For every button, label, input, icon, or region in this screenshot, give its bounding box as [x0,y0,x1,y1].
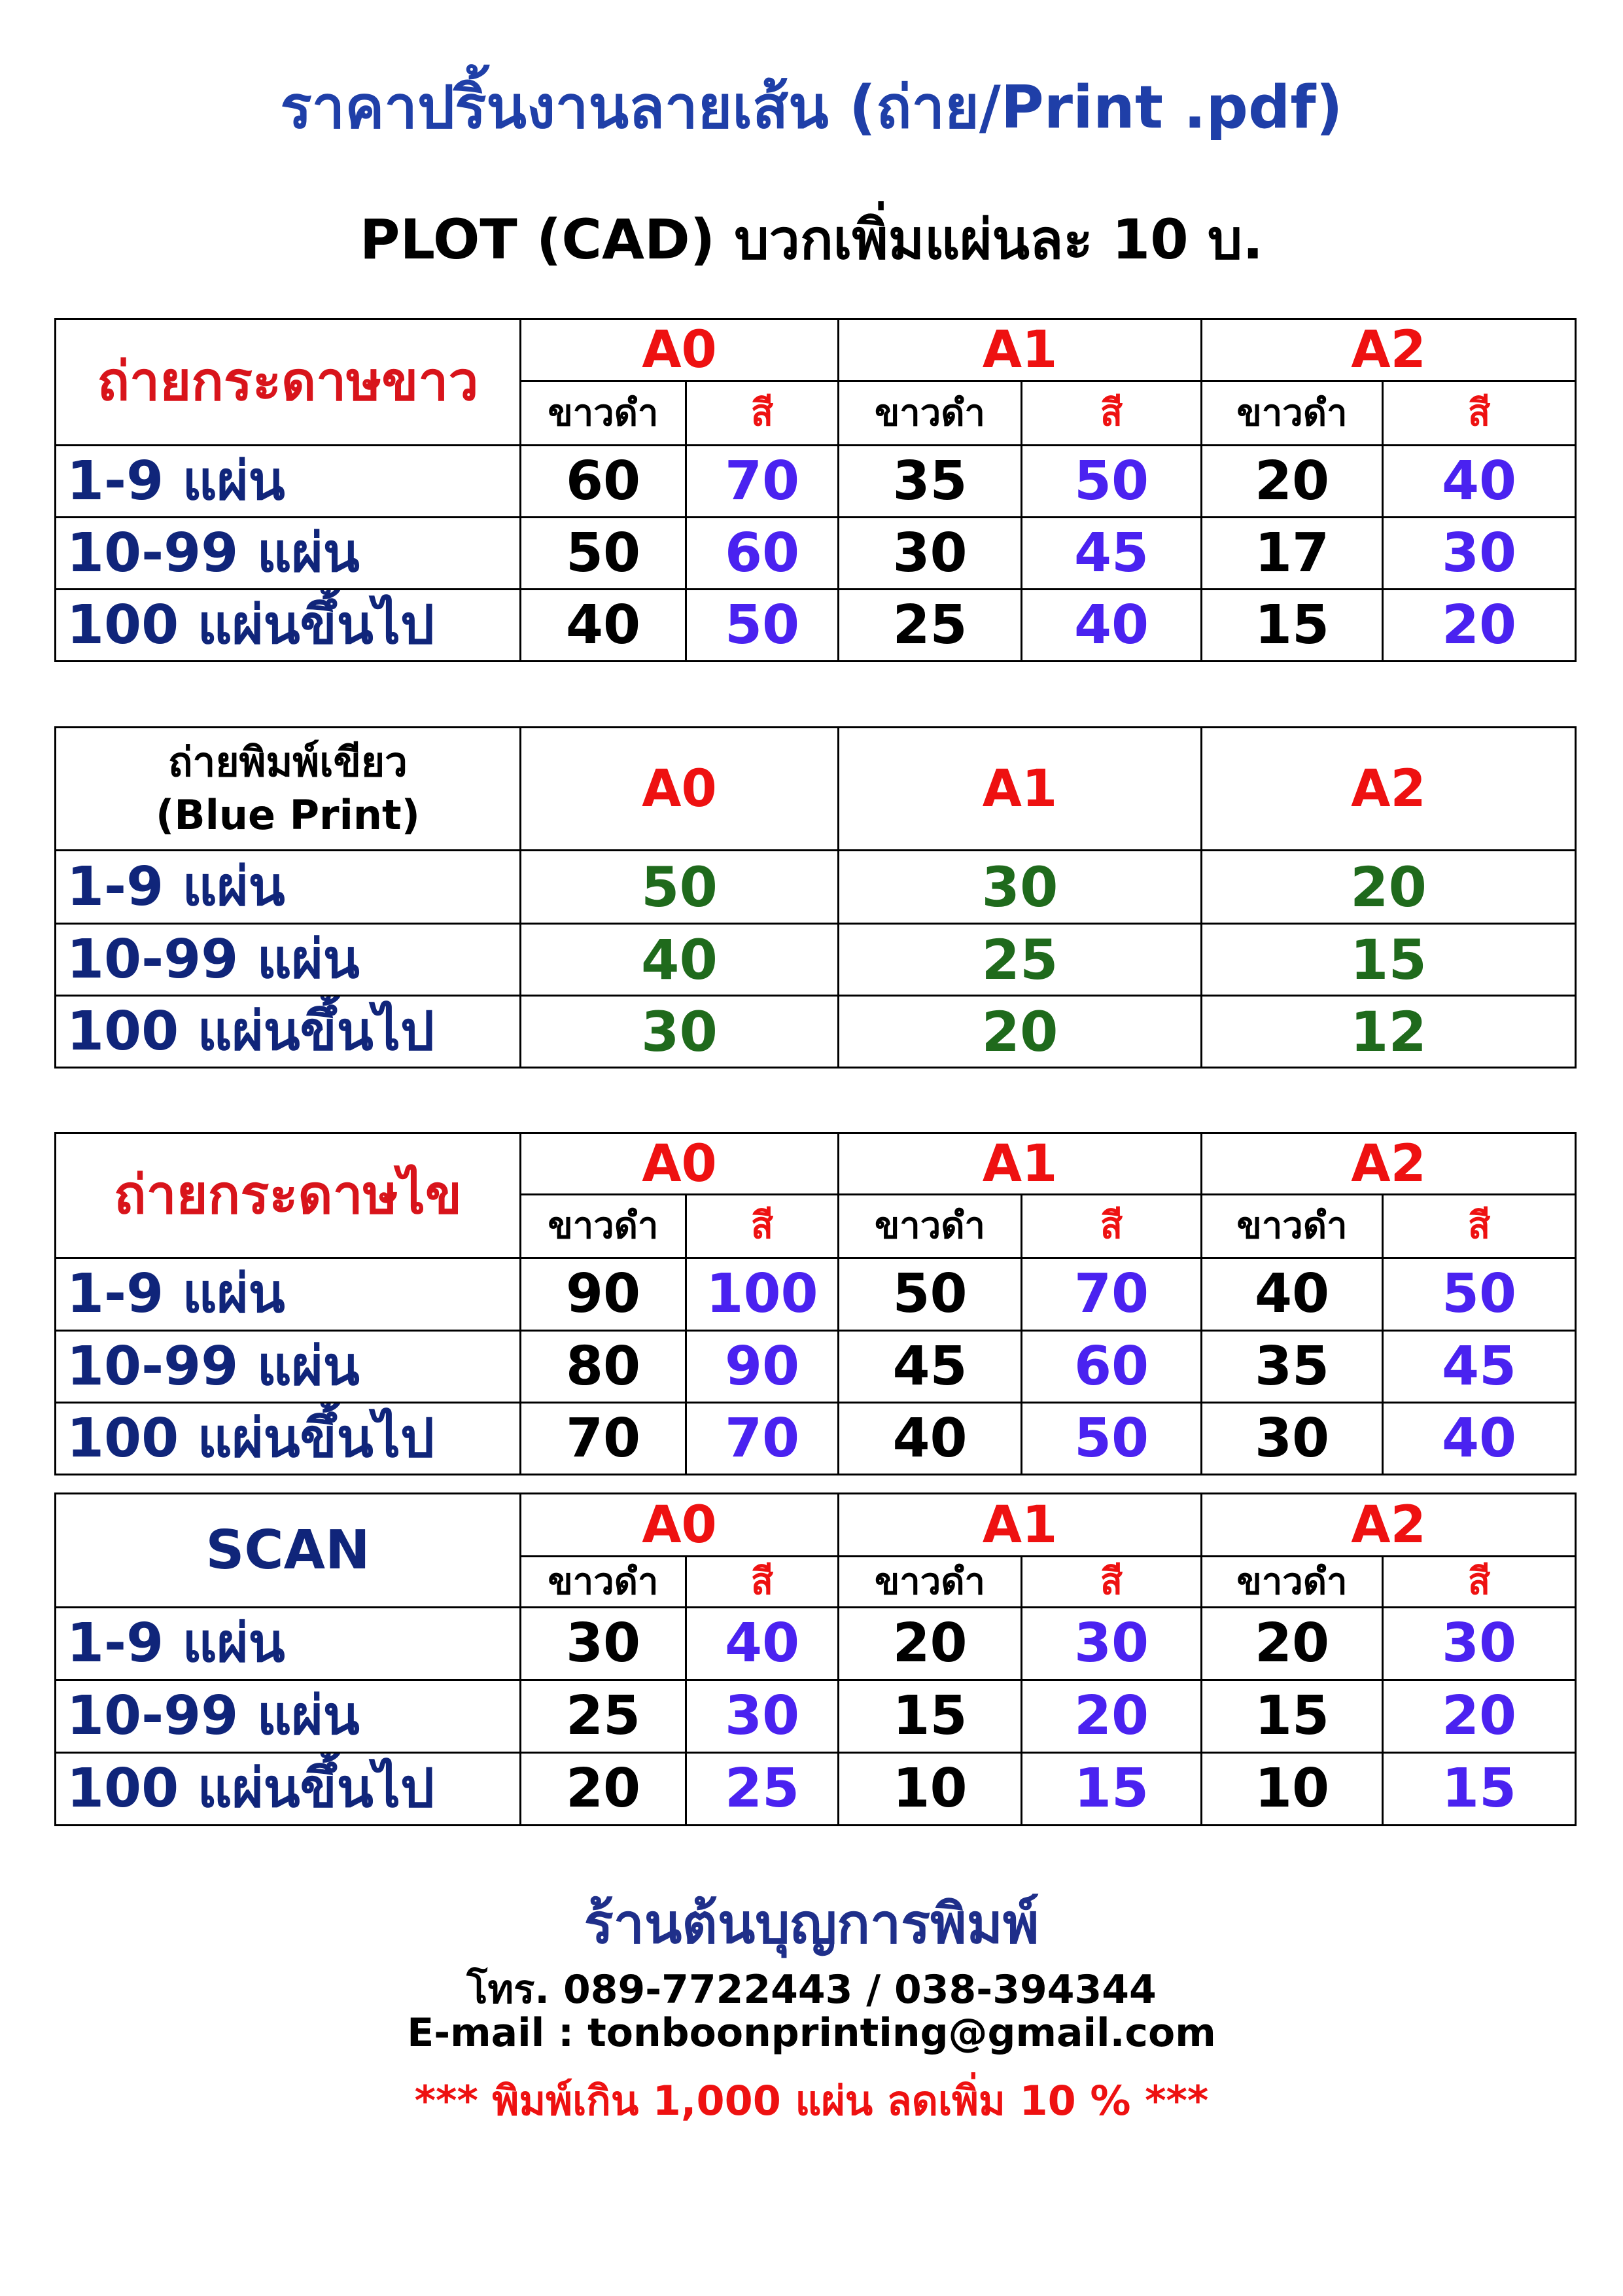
size-header-a1: A1 [839,728,1202,851]
price-cell: 70 [686,1403,839,1475]
blue-print-heading-line1: ถ่ายพิมพ์เขียว [167,737,408,786]
price-cell: 25 [686,1753,839,1826]
color-label: สี [686,1195,839,1258]
bw-label: ขาวดำ [1202,381,1383,446]
price-cell: 40 [1022,590,1202,662]
price-cell: 30 [1022,1608,1202,1680]
row-label-100-plus: 100 แผ่นขึ้นไป [56,1753,521,1826]
color-label: สี [1383,1557,1576,1608]
phone-numbers: โทร. 089-7722443 / 038-394344 [466,1967,1157,2013]
price-cell: 50 [1022,1403,1202,1475]
blue-print-price-table [54,726,1577,1069]
price-cell: 50 [839,1258,1022,1331]
price-cell: 30 [521,1608,686,1680]
price-cell: 40 [839,1403,1022,1475]
price-cell: 15 [1383,1753,1576,1826]
price-cell: 40 [521,590,686,662]
price-cell: 60 [1022,1331,1202,1403]
price-cell: 40 [521,924,839,996]
price-cell: 20 [839,1608,1022,1680]
row-label-10-99: 10-99 แผ่น [56,924,521,996]
price-cell: 12 [1202,996,1576,1068]
row-label-100-plus: 100 แผ่นขึ้นไป [56,996,521,1068]
size-header-a0: A0 [521,1133,839,1195]
white-paper-price-table [54,318,1577,662]
price-cell: 60 [521,446,686,518]
page-title: ราคาปริ้นงานลายเส้น (ถ่าย/Print .pdf) [280,73,1343,142]
size-header-a1: A1 [839,319,1202,381]
price-cell: 50 [521,851,839,924]
row-label-10-99: 10-99 แผ่น [56,518,521,590]
price-cell: 20 [1202,1608,1383,1680]
scan-price-table [54,1492,1577,1826]
bw-label: ขาวดำ [521,1195,686,1258]
price-cell: 20 [1022,1680,1202,1753]
price-cell: 10 [1202,1753,1383,1826]
price-cell: 15 [1202,1680,1383,1753]
shop-name: ร้านต้นบุญการพิมพ์ [584,1892,1039,1956]
row-label-1-9: 1-9 แผ่น [56,1258,521,1331]
price-cell: 20 [1202,851,1576,924]
price-cell: 15 [1022,1753,1202,1826]
price-cell: 70 [1022,1258,1202,1331]
price-cell: 15 [1202,590,1383,662]
color-label: สี [1383,1195,1576,1258]
price-cell: 25 [839,924,1202,996]
row-label-10-99: 10-99 แผ่น [56,1680,521,1753]
row-label-1-9: 1-9 แผ่น [56,446,521,518]
color-label: สี [1022,381,1202,446]
size-header-a2: A2 [1202,1494,1576,1557]
price-cell: 10 [839,1753,1022,1826]
price-cell: 15 [839,1680,1022,1753]
price-cell: 30 [839,851,1202,924]
price-cell: 20 [839,996,1202,1068]
price-cell: 45 [839,1331,1022,1403]
price-cell: 20 [1383,590,1576,662]
price-cell: 20 [1383,1680,1576,1753]
price-cell: 40 [686,1608,839,1680]
price-cell: 20 [521,1753,686,1826]
price-cell: 70 [686,446,839,518]
bw-label: ขาวดำ [521,1557,686,1608]
color-label: สี [1383,381,1576,446]
price-cell: 15 [1202,924,1576,996]
price-cell: 25 [839,590,1022,662]
bw-label: ขาวดำ [521,381,686,446]
size-header-a2: A2 [1202,319,1576,381]
price-cell: 60 [686,518,839,590]
price-cell: 40 [1383,446,1576,518]
price-cell: 45 [1022,518,1202,590]
price-cell: 40 [1202,1258,1383,1331]
white-paper-heading: ถ่ายกระดาษขาว [56,319,521,446]
price-cell: 35 [1202,1331,1383,1403]
price-cell: 45 [1383,1331,1576,1403]
page-subtitle: PLOT (CAD) บวกเพิ่มแผ่นละ 10 บ. [359,207,1264,272]
price-cell: 30 [686,1680,839,1753]
price-cell: 30 [1383,1608,1576,1680]
price-cell: 80 [521,1331,686,1403]
price-cell: 70 [521,1403,686,1475]
price-cell: 30 [1383,518,1576,590]
price-cell: 90 [521,1258,686,1331]
color-label: สี [686,1557,839,1608]
row-label-100-plus: 100 แผ่นขึ้นไป [56,1403,521,1475]
bw-label: ขาวดำ [839,381,1022,446]
bw-label: ขาวดำ [839,1557,1022,1608]
price-cell: 40 [1383,1403,1576,1475]
price-cell: 50 [1383,1258,1576,1331]
tracing-paper-heading: ถ่ายกระดาษไข [56,1133,521,1258]
size-header-a0: A0 [521,1494,839,1557]
row-label-100-plus: 100 แผ่นขึ้นไป [56,590,521,662]
size-header-a1: A1 [839,1494,1202,1557]
row-label-10-99: 10-99 แผ่น [56,1331,521,1403]
bw-label: ขาวดำ [1202,1195,1383,1258]
size-header-a1: A1 [839,1133,1202,1195]
price-cell: 30 [839,518,1022,590]
email-address: E-mail : tonboonprinting@gmail.com [407,2010,1216,2056]
color-label: สี [686,381,839,446]
row-label-1-9: 1-9 แผ่น [56,1608,521,1680]
price-cell: 20 [1202,446,1383,518]
price-cell: 50 [1022,446,1202,518]
price-cell: 50 [686,590,839,662]
price-cell: 30 [521,996,839,1068]
price-cell: 30 [1202,1403,1383,1475]
size-header-a2: A2 [1202,1133,1576,1195]
bw-label: ขาวดำ [839,1195,1022,1258]
price-cell: 25 [521,1680,686,1753]
size-header-a0: A0 [521,728,839,851]
price-cell: 90 [686,1331,839,1403]
scan-heading: SCAN [56,1494,521,1608]
discount-note: *** พิมพ์เกิน 1,000 แผ่น ลดเพิ่ม 10 % *** [414,2077,1209,2125]
size-header-a2: A2 [1202,728,1576,851]
price-cell: 50 [521,518,686,590]
price-cell: 17 [1202,518,1383,590]
color-label: สี [1022,1195,1202,1258]
row-label-1-9: 1-9 แผ่น [56,851,521,924]
price-cell: 100 [686,1258,839,1331]
bw-label: ขาวดำ [1202,1557,1383,1608]
tracing-paper-price-table [54,1132,1577,1475]
blue-print-heading-line2: (Blue Print) [156,790,420,839]
price-cell: 35 [839,446,1022,518]
blue-print-heading [56,728,521,851]
color-label: สี [1022,1557,1202,1608]
size-header-a0: A0 [521,319,839,381]
